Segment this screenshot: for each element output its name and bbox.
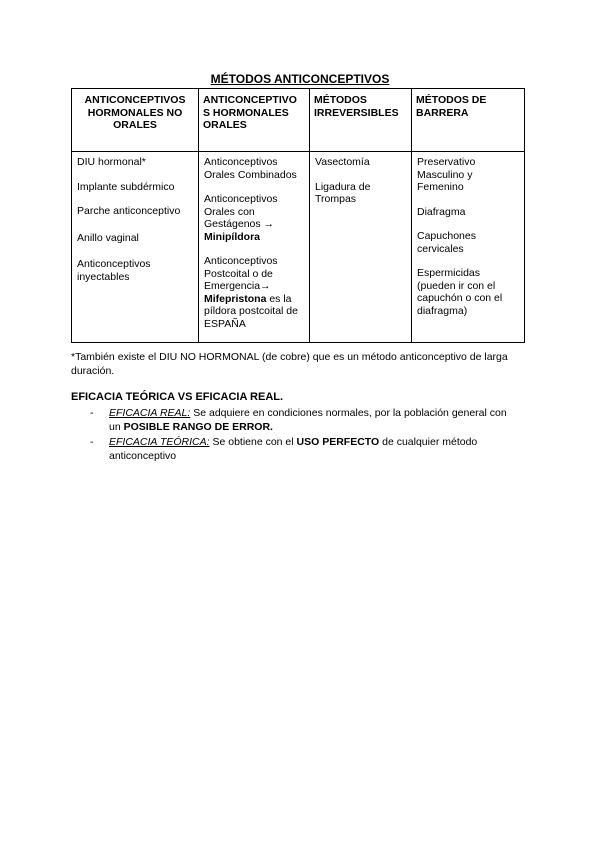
bullet-bold-text: USO PERFECTO xyxy=(296,436,380,448)
list-item: Anillo vaginal xyxy=(77,231,139,244)
header-irreversible: MÉTODOS IRREVERSIBLES xyxy=(310,89,412,152)
footnote: *También existe el DIU NO HORMONAL (de cobre) que es un método anticonceptivo de larga duración. xyxy=(71,351,508,377)
list-item: Diafragma xyxy=(417,205,466,218)
list-item: Espermicidas (pueden ir con el capuchón o con el diafragma) xyxy=(417,267,503,317)
item-text: Anticonceptivos Orales con Gestágenos → xyxy=(204,193,278,230)
cell-irreversible xyxy=(310,152,412,343)
term-label: EFICACIA TEÓRICA: xyxy=(109,436,210,448)
table-row xyxy=(72,152,525,343)
item-text-tail: es la píldora postcoital de ESPAÑA xyxy=(204,292,298,330)
header-barrier: MÉTODOS DE BARRERA xyxy=(412,89,525,152)
list-item xyxy=(90,436,520,463)
bullet-text: Se adquiere en condiciones normales, por la población general con un xyxy=(109,407,507,433)
bullet-bold-text: POSIBLE RANGO DE ERROR. xyxy=(123,420,273,433)
header-hormonal-no-oral: ANTICONCEPTIVOS HORMONALES NO ORALES xyxy=(72,89,199,152)
cell-hormonal-no-oral xyxy=(72,152,199,343)
contraceptive-methods-table xyxy=(71,88,525,343)
cell-hormonal-oral xyxy=(199,152,310,343)
list-item: Parche anticonceptivo xyxy=(77,205,181,217)
list-item: Ligadura de Trompas xyxy=(315,180,371,205)
item-text: Anticonceptivos Postcoital o de Emergencia→ xyxy=(204,255,278,292)
list-item: DIU hormonal* xyxy=(77,156,146,168)
cell-barrier xyxy=(412,152,525,343)
page-title: MÉTODOS ANTICONCEPTIVOS xyxy=(210,72,390,86)
efficacy-list xyxy=(90,407,520,465)
list-item xyxy=(204,193,305,243)
list-item: Anticonceptivos Orales Combinados xyxy=(204,156,297,181)
section-heading: EFICACIA TEÓRICA VS EFICACIA REAL. xyxy=(71,391,284,403)
list-item: Preservativo Masculino y Femenino xyxy=(417,156,476,193)
bullet-text: Se obtiene con el xyxy=(209,436,297,448)
bullet-tail: de cualquier método anticonceptivo xyxy=(109,436,478,462)
list-item: Vasectomía xyxy=(315,156,370,168)
list-item: Anticonceptivos inyectables xyxy=(77,258,151,283)
list-item xyxy=(204,255,305,330)
table-header-row xyxy=(72,89,525,152)
term-label: EFICACIA REAL: xyxy=(109,407,191,419)
list-item xyxy=(90,407,520,434)
dash-bullet: - xyxy=(90,436,94,448)
item-bold-text: Mifepristona xyxy=(204,292,267,305)
list-item: Capuchones cervicales xyxy=(417,230,476,255)
list-item: Implante subdérmico xyxy=(77,180,175,193)
header-hormonal-oral: ANTICONCEPTIVO S HORMONALES ORALES xyxy=(199,89,310,152)
dash-bullet: - xyxy=(90,407,94,419)
item-bold-text: Minipíldora xyxy=(204,230,260,243)
